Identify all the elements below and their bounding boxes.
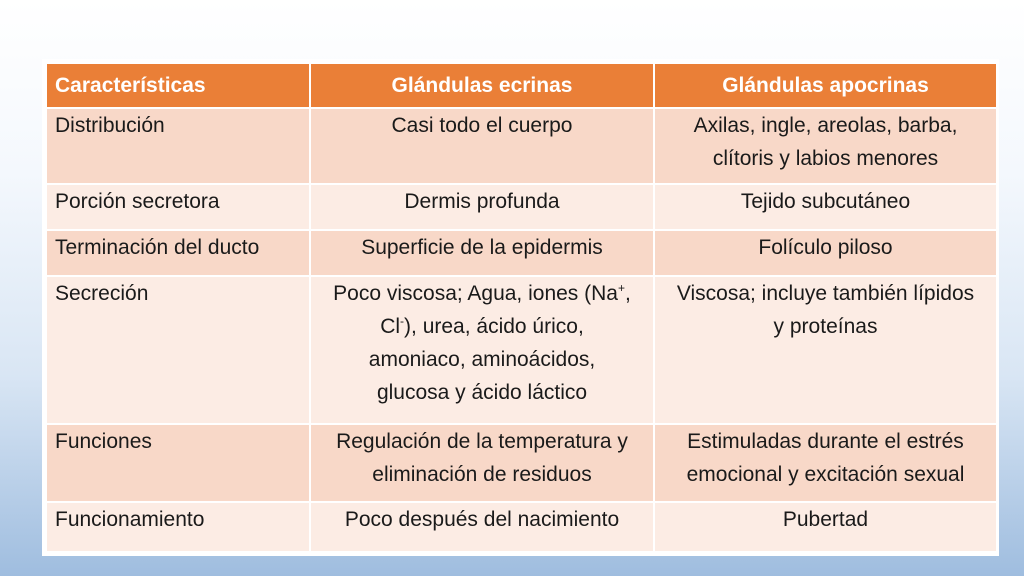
table-row-distribucion <box>46 108 997 184</box>
comparison-table-frame <box>42 59 999 556</box>
apocrinas-cell <box>654 184 997 230</box>
ecrinas-cell <box>310 230 654 276</box>
cell-line: Dermis profunda <box>404 190 560 213</box>
table-row-secrecion <box>46 276 997 424</box>
feature-cell: Funciones <box>46 424 310 502</box>
sodium-charge: + <box>617 281 625 295</box>
cell-text: Poco viscosa; Agua, iones (Na <box>333 282 618 305</box>
apocrinas-cell <box>654 108 997 184</box>
apocrinas-cell <box>654 276 997 424</box>
cell-line: Pubertad <box>782 508 869 531</box>
cell-text: Cl <box>380 315 401 338</box>
cell-line: Superficie de la epidermis <box>361 236 603 259</box>
cell-line <box>319 277 645 310</box>
apocrinas-cell <box>654 424 997 502</box>
cell-line: eliminación de residuos <box>372 463 592 486</box>
glands-comparison-table <box>45 62 998 553</box>
cell-line: Viscosa; incluye también lípidos <box>676 282 975 305</box>
table-header-row <box>46 63 997 108</box>
cell-line <box>319 310 645 343</box>
header-apocrinas: Glándulas apocrinas <box>654 63 997 108</box>
cell-line: amoniaco, aminoácidos, <box>368 348 596 371</box>
apocrinas-cell <box>654 230 997 276</box>
cell-text: ), urea, ácido úrico, <box>404 315 584 338</box>
cell-text: , <box>625 282 631 305</box>
cell-line: Poco después del nacimiento <box>344 508 620 531</box>
cell-line: Folículo piloso <box>758 236 893 259</box>
table-row-funcionamiento <box>46 502 997 552</box>
feature-cell: Funcionamiento <box>46 502 310 552</box>
cell-line: clítoris y labios menores <box>712 147 939 170</box>
table-row-funciones <box>46 424 997 502</box>
cell-line: Tejido subcutáneo <box>740 190 911 213</box>
cell-line: Casi todo el cuerpo <box>391 114 573 137</box>
feature-cell: Porción secretora <box>46 184 310 230</box>
cell-line: y proteínas <box>773 315 878 338</box>
table-row-porcion-secretora <box>46 184 997 230</box>
table-row-terminacion-ducto <box>46 230 997 276</box>
cell-line: Regulación de la temperatura y <box>336 430 628 453</box>
cell-line: emocional y excitación sexual <box>686 463 965 486</box>
header-caracteristicas: Características <box>46 63 310 108</box>
header-ecrinas: Glándulas ecrinas <box>310 63 654 108</box>
cell-line: Estimuladas durante el estrés <box>687 430 964 453</box>
cell-line: Axilas, ingle, areolas, barba, <box>693 114 958 137</box>
cell-line: glucosa y ácido láctico <box>376 381 588 404</box>
ecrinas-cell <box>310 424 654 502</box>
ecrinas-cell <box>310 502 654 552</box>
feature-cell: Secreción <box>46 276 310 424</box>
ecrinas-cell <box>310 276 654 424</box>
ecrinas-cell <box>310 184 654 230</box>
ecrinas-cell <box>310 108 654 184</box>
chloride-charge: - <box>400 314 405 328</box>
apocrinas-cell <box>654 502 997 552</box>
feature-cell: Terminación del ducto <box>46 230 310 276</box>
feature-cell: Distribución <box>46 108 310 184</box>
